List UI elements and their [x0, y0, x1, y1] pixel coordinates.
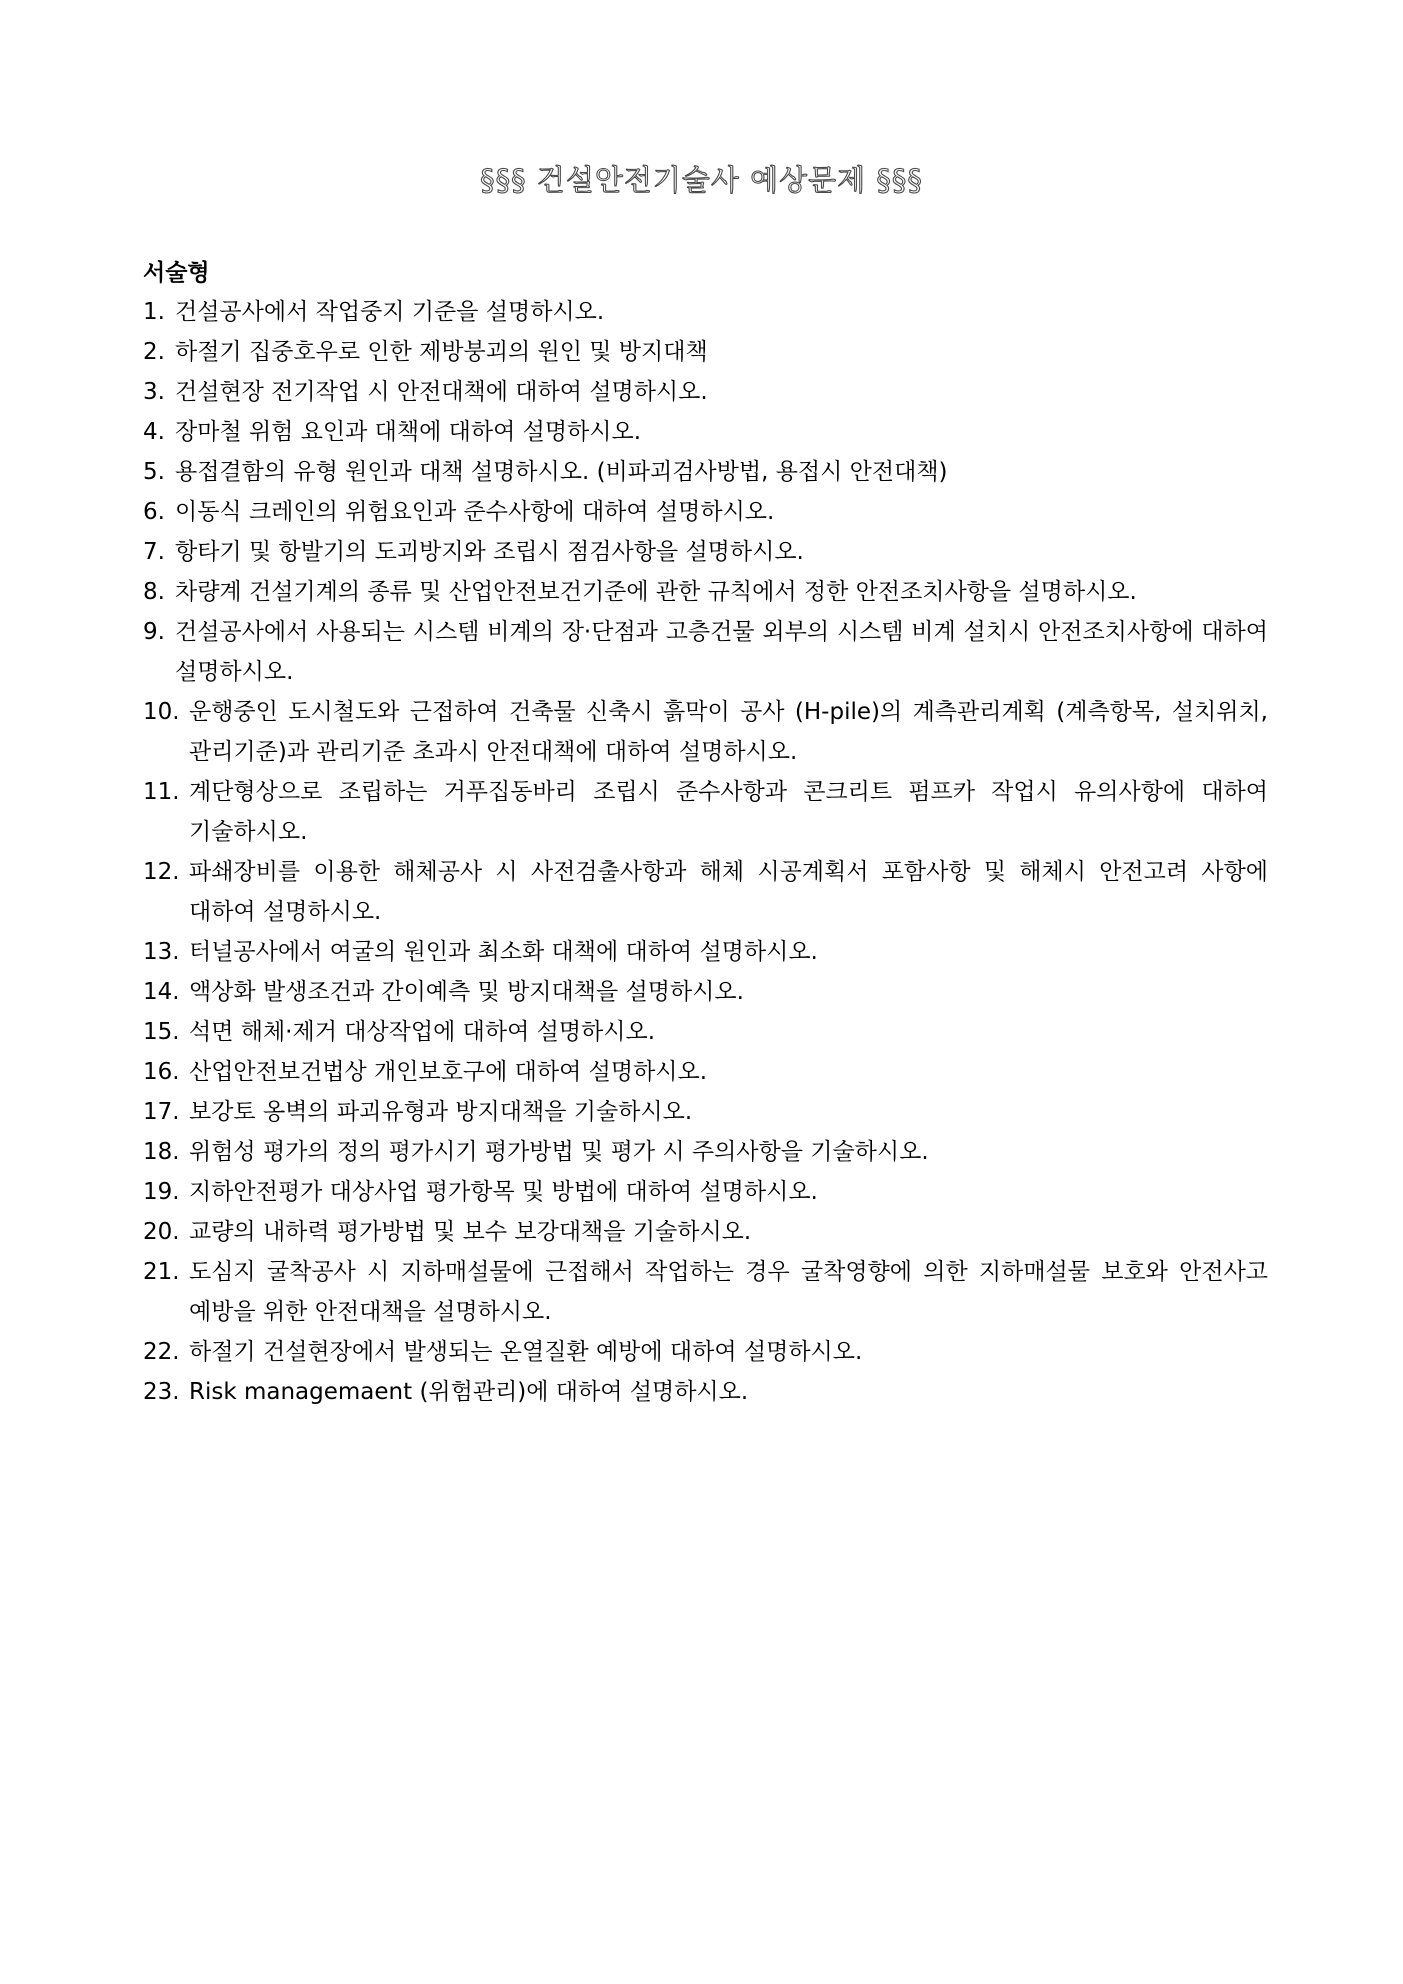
question-text: 지하안전평가 대상사업 평가항목 및 방법에 대하여 설명하시오. [189, 1179, 818, 1205]
question-item [143, 452, 1268, 492]
question-number: 7. [143, 539, 165, 565]
question-item [143, 1252, 1268, 1332]
question-number: 2. [143, 339, 165, 365]
question-list [143, 292, 1268, 1412]
question-text: 하절기 집중호우로 인한 제방붕괴의 원인 및 방지대책 [175, 339, 708, 365]
question-number: 17. [143, 1099, 180, 1125]
question-item [143, 1132, 1268, 1172]
question-text: 건설현장 전기작업 시 안전대책에 대하여 설명하시오. [175, 379, 708, 405]
question-item [143, 852, 1268, 932]
question-item [143, 612, 1268, 692]
question-number: 10. [143, 699, 180, 725]
question-number: 9. [143, 619, 165, 645]
question-number: 12. [143, 859, 180, 885]
question-number: 15. [143, 1019, 180, 1045]
question-text: 건설공사에서 사용되는 시스템 비계의 장·단점과 고층건물 외부의 시스템 비계 설치시 안전조치사항에 대하여 설명하시오. [175, 619, 1268, 685]
question-number: 23. [143, 1379, 180, 1405]
question-item [143, 1372, 1268, 1412]
question-item [143, 332, 1268, 372]
question-text: 산업안전보건법상 개인보호구에 대하여 설명하시오. [189, 1059, 708, 1085]
question-text: 액상화 발생조건과 간이예측 및 방지대책을 설명하시오. [189, 979, 744, 1005]
question-number: 14. [143, 979, 180, 1005]
question-number: 16. [143, 1059, 180, 1085]
question-number: 22. [143, 1339, 180, 1365]
section-heading: 서술형 [143, 260, 210, 286]
question-text: 이동식 크레인의 위험요인과 준수사항에 대하여 설명하시오. [175, 499, 775, 525]
question-item [143, 1052, 1268, 1092]
question-text: 항타기 및 항발기의 도괴방지와 조립시 점검사항을 설명하시오. [175, 539, 804, 565]
question-text: 하절기 건설현장에서 발생되는 온열질환 예방에 대하여 설명하시오. [189, 1339, 863, 1365]
question-text: 터널공사에서 여굴의 원인과 최소화 대책에 대하여 설명하시오. [189, 939, 818, 965]
question-number: 20. [143, 1219, 180, 1245]
question-item [143, 972, 1268, 1012]
question-item [143, 772, 1268, 852]
question-item [143, 932, 1268, 972]
question-item [143, 692, 1268, 772]
question-text: 위험성 평가의 정의 평가시기 평가방법 및 평가 시 주의사항을 기술하시오. [189, 1139, 929, 1165]
question-text: 계단형상으로 조립하는 거푸집동바리 조립시 준수사항과 콘크리트 펌프카 작업시 유의사항에 대하여 기술하시오. [189, 779, 1268, 845]
document-title: §§§ 건설안전기술사 예상문제 §§§ [480, 163, 923, 197]
question-number: 6. [143, 499, 165, 525]
question-text: 장마철 위험 요인과 대책에 대하여 설명하시오. [175, 419, 642, 445]
question-item [143, 492, 1268, 532]
question-item [143, 1212, 1268, 1252]
question-text: 건설공사에서 작업중지 기준을 설명하시오. [175, 299, 605, 325]
question-item [143, 572, 1268, 612]
question-item [143, 1092, 1268, 1132]
question-text: 보강토 옹벽의 파괴유형과 방지대책을 기술하시오. [189, 1099, 693, 1125]
question-number: 5. [143, 459, 165, 485]
question-text: 석면 해체·제거 대상작업에 대하여 설명하시오. [189, 1019, 656, 1045]
question-number: 3. [143, 379, 165, 405]
question-text: 차량계 건설기계의 종류 및 산업안전보건기준에 관한 규칙에서 정한 안전조치사항을 설명하시오. [175, 579, 1137, 605]
question-text: 파쇄장비를 이용한 해체공사 시 사전검출사항과 해체 시공계획서 포함사항 및 해체시 안전고려 사항에 대하여 설명하시오. [189, 859, 1268, 925]
question-text: 도심지 굴착공사 시 지하매설물에 근접해서 작업하는 경우 굴착영향에 의한 지하매설물 보호와 안전사고 예방을 위한 안전대책을 설명하시오. [189, 1259, 1268, 1325]
question-number: 18. [143, 1139, 180, 1165]
question-number: 4. [143, 419, 165, 445]
question-item [143, 412, 1268, 452]
question-number: 1. [143, 299, 165, 325]
question-item [143, 372, 1268, 412]
question-text: 용접결함의 유형 원인과 대책 설명하시오. (비파괴검사방법, 용접시 안전대책) [175, 459, 948, 485]
question-number: 11. [143, 779, 180, 805]
question-item [143, 1332, 1268, 1372]
question-number: 8. [143, 579, 165, 605]
question-item [143, 532, 1268, 572]
question-text: 운행중인 도시철도와 근접하여 건축물 신축시 흙막이 공사 (H-pile)의 계측관리계획 (계측항목, 설치위치, 관리기준)과 관리기준 초과시 안전대책에 대하여 설명하시오. [189, 699, 1268, 765]
question-number: 13. [143, 939, 180, 965]
question-text: 교량의 내하력 평가방법 및 보수 보강대책을 기술하시오. [189, 1219, 752, 1245]
question-number: 21. [143, 1259, 180, 1285]
question-item [143, 1172, 1268, 1212]
question-item [143, 1012, 1268, 1052]
question-text: Risk managemaent (위험관리)에 대하여 설명하시오. [189, 1379, 749, 1405]
question-number: 19. [143, 1179, 180, 1205]
question-item [143, 292, 1268, 332]
